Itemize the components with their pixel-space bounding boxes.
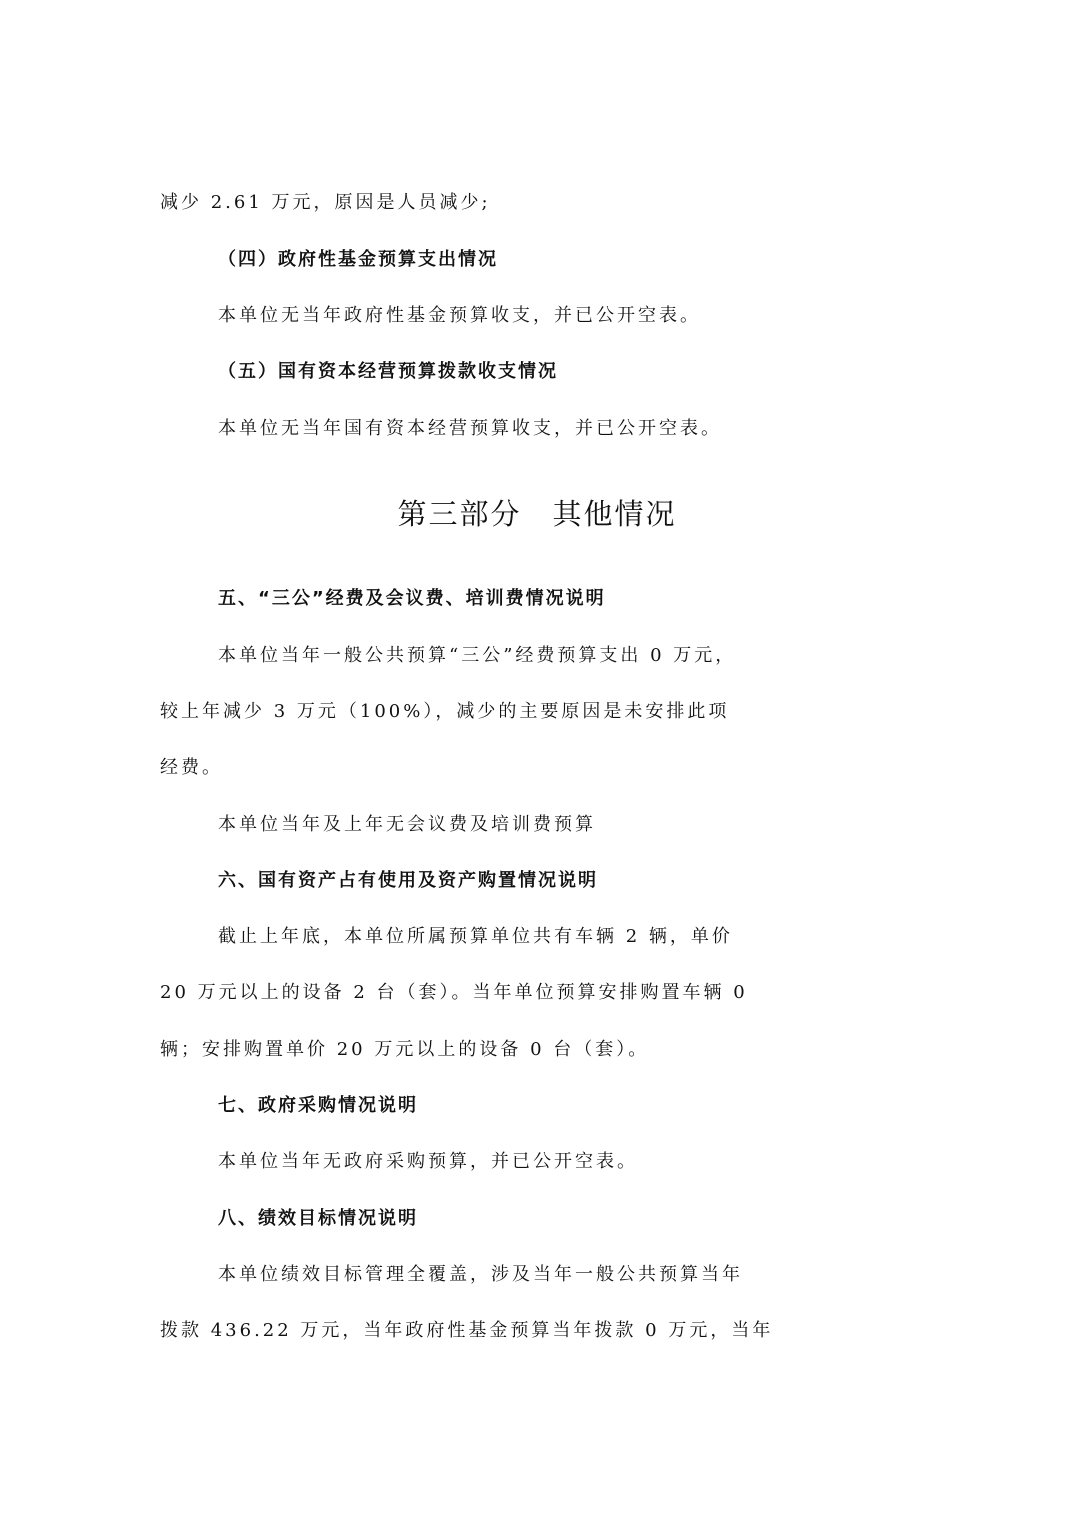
- paragraph-line: 本单位绩效目标管理全覆盖，涉及当年一般公共预算当年: [218, 1264, 743, 1285]
- paragraph-line: 减少 2.61 万元，原因是人员减少;: [160, 192, 491, 213]
- paragraph-line: 拨款 436.22 万元，当年政府性基金预算当年拨款 0 万元，当年: [160, 1320, 774, 1341]
- paragraph-line: 截止上年底，本单位所属预算单位共有车辆 2 辆，单价: [218, 926, 733, 947]
- paragraph-line: 本单位当年无政府采购预算，并已公开空表。: [218, 1151, 638, 1172]
- section-heading: 五、“三公”经费及会议费、培训费情况说明: [218, 588, 606, 609]
- paragraph-line: 本单位当年及上年无会议费及培训费预算: [218, 814, 596, 835]
- section-heading: 八、绩效目标情况说明: [218, 1208, 418, 1229]
- paragraph-line: 本单位无当年政府性基金预算收支，并已公开空表。: [218, 305, 701, 326]
- section-heading: （四）政府性基金预算支出情况: [218, 249, 498, 270]
- section-heading: （五）国有资本经营预算拨款收支情况: [218, 361, 558, 382]
- section-heading: 七、政府采购情况说明: [218, 1095, 418, 1116]
- paragraph-line: 本单位无当年国有资本经营预算收支，并已公开空表。: [218, 418, 722, 439]
- section-heading: 六、国有资产占有使用及资产购置情况说明: [218, 870, 598, 891]
- paragraph-line: 辆；安排购置单价 20 万元以上的设备 0 台（套）。: [160, 1039, 650, 1060]
- paragraph-line: 20 万元以上的设备 2 台（套）。当年单位预算安排购置车辆 0: [160, 982, 748, 1003]
- paragraph-line: 较上年减少 3 万元（100%），减少的主要原因是未安排此项: [160, 701, 730, 722]
- part-title: 第三部分 其他情况: [397, 497, 677, 531]
- paragraph-line: 本单位当年一般公共预算“三公”经费预算支出 0 万元，: [218, 645, 737, 666]
- paragraph-line: 经费。: [160, 757, 223, 778]
